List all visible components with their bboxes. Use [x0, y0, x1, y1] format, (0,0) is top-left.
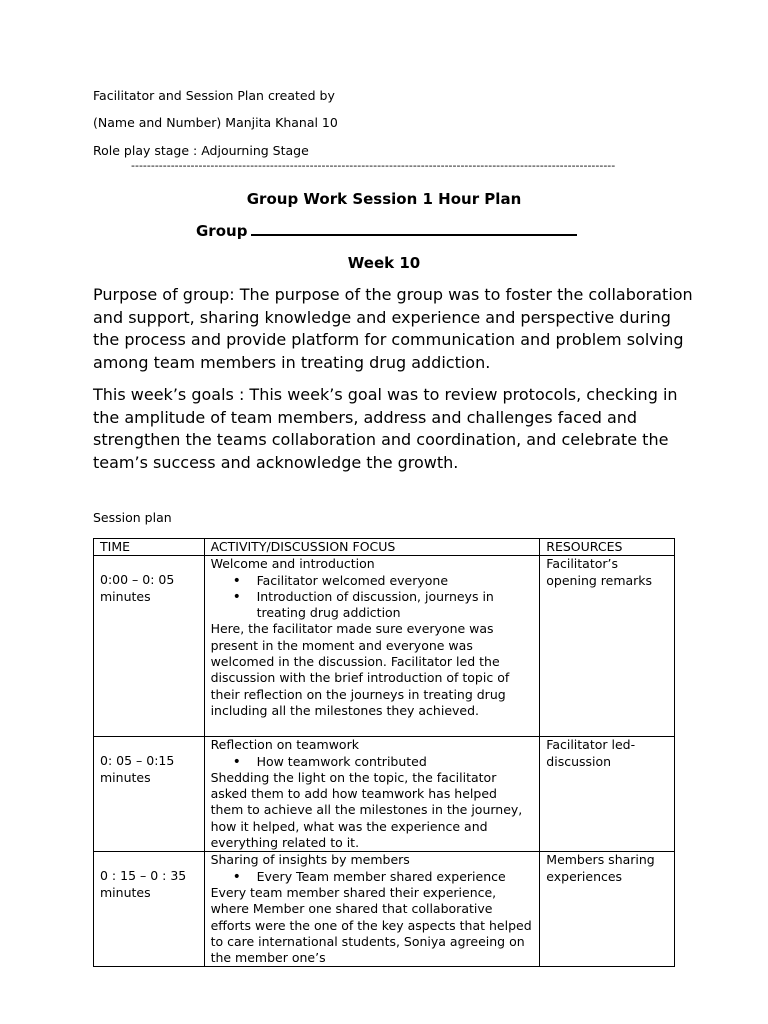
goals-paragraph: This week’s goals : This week’s goal was to review protocols, checking in the amplitude of team members, address and challenges faced and strengthen the teams collaboration and coordination, and celebrate the team’s success and acknowledge the growth. [93, 385, 678, 472]
bullet-item: • Every Team member shared experience [257, 869, 534, 885]
activity-description: Shedding the light on the topic, the facilitator asked them to add how teamwork has helped them to achieve all the milestones in the journey, how it helped, what was the experience and everything related to it. [210, 769, 523, 851]
activity-title: Reflection on teamwork [210, 737, 359, 753]
table-row [94, 556, 675, 737]
time-cell [94, 852, 205, 967]
header-activity: ACTIVITY/DISCUSSION FOCUS [204, 539, 540, 556]
session-plan-table [93, 538, 675, 967]
group-label: Group [196, 222, 248, 240]
bullet-list [211, 869, 534, 885]
table-header-row [94, 539, 675, 556]
time-cell [94, 556, 205, 737]
activity-title: Welcome and introduction [210, 556, 375, 572]
page-title: Group Work Session 1 Hour Plan [246, 190, 522, 208]
time-cell [94, 737, 205, 852]
bullet-list [211, 754, 534, 770]
activity-cell [204, 556, 540, 737]
purpose-paragraph: Purpose of group: The purpose of the group was to foster the collaboration and support, sharing knowledge and experience and perspective during the process and provide platform for communication and problem solving among team members in treating drug addiction. [93, 285, 693, 372]
activity-description: Every team member shared their experience, where Member one shared that collaborative efforts were the one of the key aspects that helped to care international students, Soniya agreeing on the member one’s [210, 884, 532, 966]
resources-cell: Facilitator led-discussion [540, 737, 675, 852]
activity-title: Sharing of insights by members [210, 852, 410, 868]
bullet-item: • How teamwork contributed [257, 754, 534, 770]
header-time: TIME [94, 539, 205, 556]
name-number-line: (Name and Number) Manjita Khanal 10 [93, 115, 338, 130]
session-plan-label: Session plan [93, 510, 172, 525]
week-heading: Week 10 [347, 254, 421, 272]
time-text: 0:00 – 0: 05 minutes [100, 572, 175, 604]
stage-line: Role play stage : Adjourning Stage [93, 143, 309, 158]
group-field [196, 220, 577, 241]
bullet-list [211, 573, 534, 622]
group-blank-line [251, 220, 577, 236]
activity-cell [204, 852, 540, 967]
resources-cell: Members sharing experiences [540, 852, 675, 967]
header-resources: RESOURCES [540, 539, 675, 556]
time-text: 0 : 15 – 0 : 35 minutes [100, 868, 187, 900]
dashed-divider: -------------------------------------------------------------------------------------------------------------------------- [131, 160, 616, 172]
bullet-item: • Facilitator welcomed everyone [257, 573, 534, 589]
table-row [94, 737, 675, 852]
created-by-line: Facilitator and Session Plan created by [93, 88, 335, 103]
time-text: 0: 05 – 0:15 minutes [100, 753, 175, 785]
bullet-item: • Introduction of discussion, journeys in treating drug addiction [257, 589, 534, 622]
activity-description: Here, the facilitator made sure everyone was present in the moment and everyone was welcomed in the discussion. Facilitator led the discussion with the brief introduction of topic of their reflection on the journeys in treating drug including all the milestones they achieved. [210, 621, 510, 718]
activity-cell [204, 737, 540, 852]
table-row [94, 852, 675, 967]
resources-cell: Facilitator’s opening remarks [540, 556, 675, 737]
